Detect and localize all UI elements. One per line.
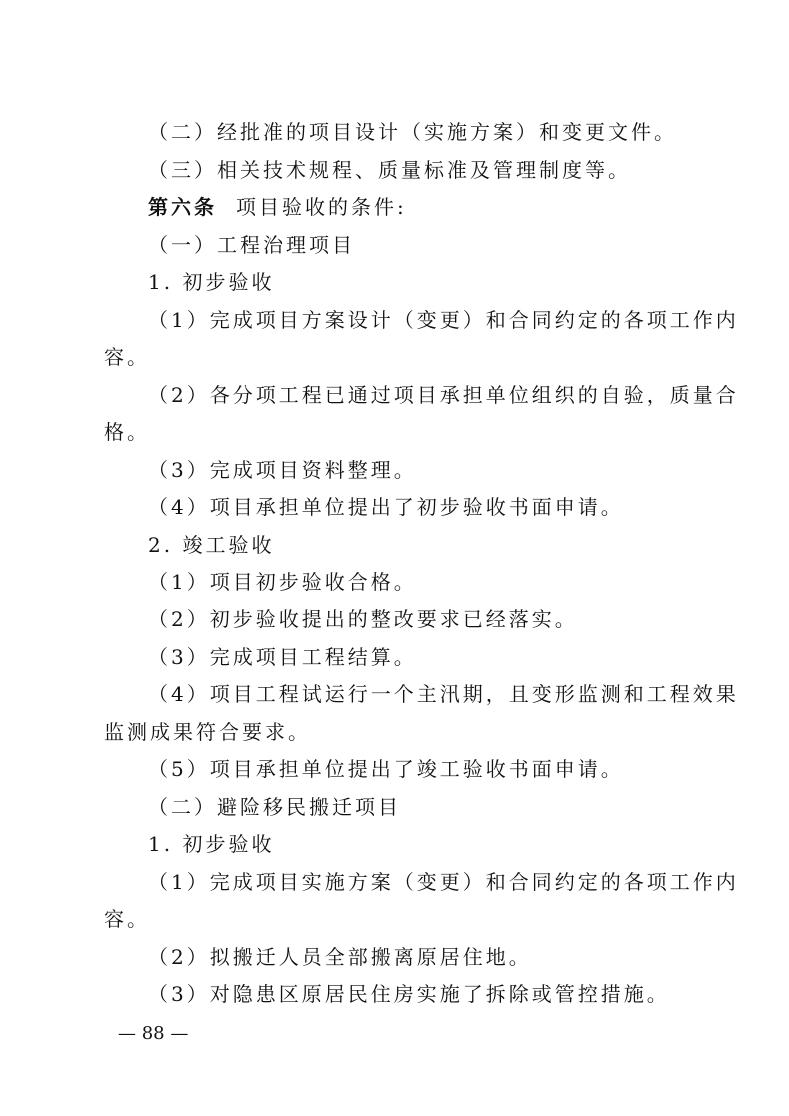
list-item: （5）项目承担单位提出了竣工验收书面申请。 (148, 757, 624, 781)
article-heading-text: 项目验收的条件: (236, 195, 407, 219)
list-item: （2）拟搬迁人员全部搬离原居住地。 (148, 945, 532, 969)
list-item: （3）完成项目工程结算。 (148, 645, 417, 669)
section-heading: （二）避险移民搬迁项目 (148, 795, 401, 819)
subsection-heading: 1. 初步验收 (148, 832, 275, 856)
section-heading: （一）工程治理项目 (148, 233, 355, 257)
article-heading: 第六条 (148, 195, 217, 219)
subsection-heading: 2. 竣工验收 (148, 533, 275, 557)
list-item: （1）完成项目实施方案（变更）和合同约定的各项工作内 (148, 870, 739, 894)
list-item: （2）各分项工程已通过项目承担单位组织的自验，质量合 (148, 383, 739, 407)
list-item: （1）项目初步验收合格。 (148, 570, 417, 594)
subsection-heading: 1. 初步验收 (148, 270, 275, 294)
list-item: （4）项目工程试运行一个主汛期，且变形监测和工程效果 (148, 682, 739, 706)
list-item-continuation: 容。 (104, 907, 150, 931)
list-item: （3）对隐患区原居民住房实施了拆除或管控措施。 (148, 982, 670, 1006)
list-item-continuation: 监测成果符合要求。 (104, 720, 311, 744)
page-number: — 88 — (118, 1023, 189, 1044)
list-item-continuation: 容。 (104, 345, 150, 369)
paragraph-line: （三）相关技术规程、质量标准及管理制度等。 (148, 158, 631, 182)
list-item: （3）完成项目资料整理。 (148, 458, 417, 482)
paragraph-line: （二）经批准的项目设计（实施方案）和变更文件。 (148, 120, 677, 144)
list-item: （1）完成项目方案设计（变更）和合同约定的各项工作内 (148, 308, 739, 332)
list-item: （4）项目承担单位提出了初步验收书面申请。 (148, 495, 624, 519)
list-item: （2）初步验收提出的整改要求已经落实。 (148, 607, 578, 631)
list-item-continuation: 格。 (104, 420, 150, 444)
